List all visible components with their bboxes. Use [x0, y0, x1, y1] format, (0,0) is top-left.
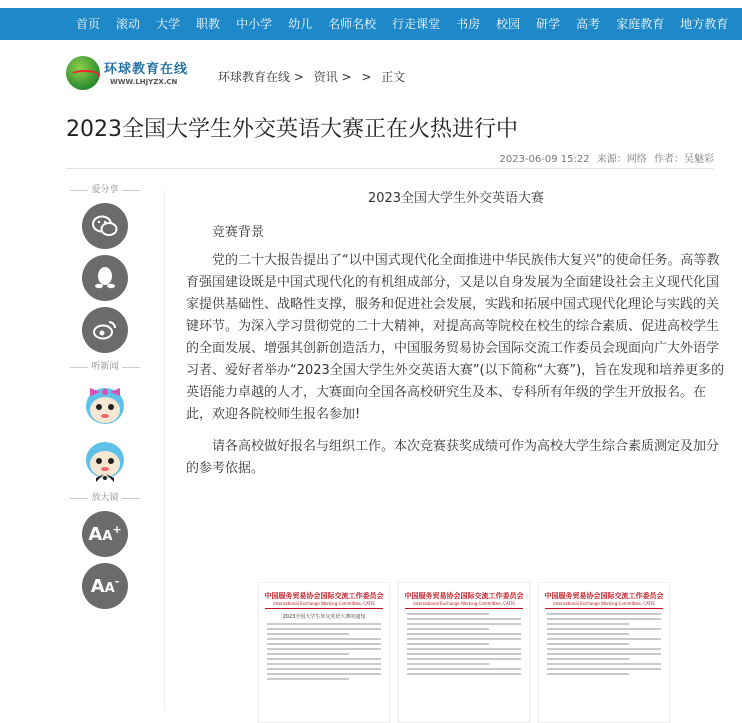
- site-header: [0, 44, 742, 104]
- article-heading: 2023全国大学生外交英语大赛: [367, 191, 545, 206]
- font-decrease-button[interactable]: [82, 563, 128, 609]
- document-image-2[interactable]: [398, 582, 530, 723]
- doc-rule: [265, 608, 383, 609]
- nav-item[interactable]: 研学: [536, 17, 561, 31]
- doc-subheader: International Exchange Working Committee, CATIS: [273, 601, 375, 606]
- wechat-icon: [92, 215, 118, 237]
- doc-rule: [545, 608, 663, 609]
- share-sidebar: [66, 182, 144, 615]
- wechat-share-button[interactable]: [82, 203, 128, 249]
- male-voice-mascot-button[interactable]: [78, 434, 132, 484]
- female-voice-mascot-button[interactable]: [78, 378, 132, 428]
- sidebar-divider: [164, 190, 165, 710]
- document-image-1[interactable]: [258, 582, 390, 723]
- breadcrumb-sep: >: [361, 70, 372, 84]
- listen-label: 听新闻: [66, 359, 144, 375]
- nav-item[interactable]: 家庭教育: [616, 17, 665, 31]
- weibo-share-button[interactable]: [82, 307, 128, 353]
- boy-mascot-icon: [78, 434, 132, 484]
- article-author: 作者：吴魅彩: [654, 154, 714, 165]
- girl-mascot-icon: [78, 378, 132, 428]
- top-navigation: [0, 0, 742, 44]
- publish-datetime: 2023-06-09 15:22: [499, 154, 590, 165]
- doc-rule: [405, 608, 523, 609]
- title-divider: [66, 168, 714, 169]
- article-meta: [496, 150, 715, 165]
- nav-item[interactable]: 幼儿: [288, 17, 313, 31]
- breadcrumb-news[interactable]: 资讯 >: [313, 70, 352, 84]
- nav-item[interactable]: 大学: [156, 17, 181, 31]
- font-decrease-icon: AA-: [90, 575, 120, 597]
- breadcrumb-home[interactable]: 环球教育在线 >: [218, 70, 304, 84]
- doc-header: 中国服务贸易协会国际交流工作委员会: [404, 592, 524, 600]
- section-heading: 竞赛背景: [212, 225, 265, 240]
- font-increase-icon: AA+: [88, 523, 122, 545]
- page-title: 2023全国大学生外交英语大赛正在火热进行中: [66, 117, 518, 142]
- nav-item[interactable]: 中小学: [236, 17, 273, 31]
- share-label: 爱分享: [66, 182, 144, 198]
- nav-item[interactable]: 滚动: [116, 17, 141, 31]
- nav-list: [68, 8, 736, 40]
- zoom-label: 放大镜: [66, 490, 144, 506]
- font-increase-button[interactable]: [82, 511, 128, 557]
- breadcrumb: [218, 68, 411, 85]
- document-images: [258, 582, 668, 721]
- nav-item[interactable]: 行走课堂: [392, 17, 441, 31]
- qq-share-button[interactable]: [82, 255, 128, 301]
- logo-name: 环球教育在线: [104, 62, 189, 77]
- breadcrumb-current: 正文: [381, 70, 406, 84]
- nav-item[interactable]: 书房: [456, 17, 481, 31]
- nav-item[interactable]: 校园: [496, 17, 521, 31]
- nav-item[interactable]: 高考: [576, 17, 601, 31]
- globe-logo-icon: [66, 56, 100, 90]
- doc-subheader: International Exchange Working Committee, CATIS: [553, 601, 655, 606]
- nav-item[interactable]: 职教: [196, 17, 221, 31]
- qq-penguin-icon: [94, 266, 116, 290]
- doc-title: 2023全国大学生外交英语大赛的通知: [282, 614, 366, 620]
- doc-subheader: International Exchange Working Committee, CATIS: [413, 601, 515, 606]
- site-logo[interactable]: [66, 54, 206, 98]
- nav-item[interactable]: 首页: [76, 17, 101, 31]
- nav-item[interactable]: 名师名校: [328, 17, 377, 31]
- weibo-icon: [92, 319, 118, 341]
- document-image-3[interactable]: [538, 582, 670, 723]
- doc-header: 中国服务贸易协会国际交流工作委员会: [264, 592, 384, 600]
- doc-header: 中国服务贸易协会国际交流工作委员会: [544, 592, 664, 600]
- article-paragraph-1: 党的二十大报告提出了“以中国式现代化全面推进中华民族伟大复兴”的使命任务。高等教育强国建设既是中国式现代化的有机组成部分，又是以自身发展为全面建设社会主义现代化国家提供基础性、战略性支撑，服务和促进社会发展，实践和拓展中国式现代化理论与实践的关键环节。为深入学习贯彻党的二十大精神，对提高高等院校在校生的综合素质、促进高校学生的全面发展、增强其创新创造活力，中国服务贸易协会国际交流工作委员会现面向广大外语学习者、爱好者举办“2023全国大学生外交英语大赛”(以下简称“大赛”)，旨在发现和培养更多的英语能力卓越的人才，大赛面向全国各高校研究生及本、专科所有年级的学生开放报名。在此，欢迎各院校师生报名参加!: [186, 253, 725, 422]
- article-body: [186, 188, 726, 490]
- logo-url: WWW.LHJYZX.CN: [110, 78, 178, 86]
- article-paragraph-2: 请各高校做好报名与组织工作。本次竞赛获奖成绩可作为高校大学生综合素质测定及加分的参考依据。: [186, 439, 720, 476]
- nav-item[interactable]: 地方教育: [680, 17, 729, 31]
- article-source: 来源：网络: [596, 154, 647, 165]
